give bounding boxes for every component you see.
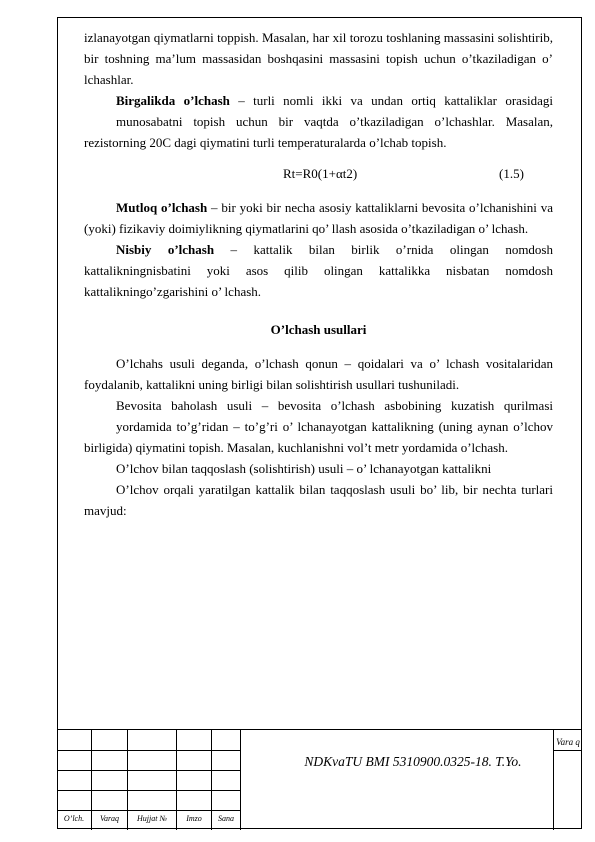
paragraph: yordamida to’g’ridan – to’g’ri o’ lchanayotgan kattalikning (uning aynan o’lchov birligida) qiymatini topish. Masalan, kuchlanishni vol’t metr yordamida o’lchash.: [84, 419, 553, 455]
label-hujjat: Hujjat №: [137, 814, 167, 823]
title-block-divider: [240, 730, 241, 830]
paragraph: O’lchov orqali yaratilgan kattalik bilan taqqoslash usuli bo’ lib, bir nechta turlari mavjud:: [84, 482, 553, 518]
title-block: [57, 729, 582, 829]
paragraph: munosabatni topish uchun bir vaqtda o’tkaziladigan o’lchashlar. Masalan, rezistorning 20C dagi qiymatini turli temperaturalarda o’lchab topish.: [84, 114, 553, 150]
title-block-row-line: [57, 810, 240, 811]
paragraph: O’lchov bilan taqqoslash (solishtirish) usuli – o’ lchanayotgan kattalikni: [116, 461, 492, 476]
sheet-label: Vara q: [556, 737, 580, 747]
label-imzo: Imzo: [186, 814, 202, 823]
term-bold: Nisbiy o’lchash: [116, 242, 215, 257]
document-body: [84, 27, 553, 521]
label-sana: Sana: [218, 814, 234, 823]
label-olch: O’lch.: [63, 814, 85, 823]
section-heading: O’lchash usullari: [270, 322, 367, 337]
paragraph: izlanayotgan qiymatlarni toppish. Masalan, har xil torozu toshlaning massasini solishtirib, bir toshning ma’lum massasidan boshqasini massasini topish uchun o’tkaziladigan o’ lchashlar.: [84, 30, 553, 87]
term-definition: – bir yoki bir necha asosiy kattaliklarni bevosita o’lchanishini va (yoki) fizikaviy doimiylikning qiymatlarini qo’ llash asosida o’tkaziladigan o’ lchash.: [84, 200, 553, 236]
paragraph: [84, 90, 553, 111]
formula-line: [84, 163, 553, 184]
document-code: NDKvaTU BMI 5310900.0325-18. T.Yo.: [304, 754, 522, 769]
formula-number: (1.5): [499, 166, 524, 181]
title-block-row-line: [57, 790, 240, 791]
title-block-row-line: [57, 770, 240, 771]
term-bold: Mutloq o’lchash: [116, 200, 208, 215]
paragraph: Bevosita baholash usuli – bevosita o’lchash asbobining kuzatish qurilmasi: [116, 398, 553, 413]
formula-expression: Rt=R0(1+αt2): [283, 166, 358, 181]
term-definition: – turli nomli ikki va undan ortiq kattaliklar orasidagi: [229, 93, 553, 108]
term-definition: – kattalik bilan birlik o’rnida olingan nomdosh kattalikningnisbatini yoki asos qilib olingan kattalikka nisbatan nomdosh kattalikningo’zgarishini o’ lchash.: [84, 242, 553, 299]
label-varaq: Varaq: [99, 814, 120, 823]
paragraph: O’lchahs usuli deganda, o’lchash qonun – qoidalari va o’ lchash vositalaridan foydalanib, kattalikni uning birligi bilan solishtirish usullari tushuniladi.: [84, 356, 553, 392]
title-block-row-line: [553, 750, 582, 751]
paragraph: [84, 239, 553, 302]
term-bold: Birgalikda o’lchash: [116, 93, 230, 108]
title-block-row-line: [57, 750, 240, 751]
paragraph: [84, 197, 553, 239]
